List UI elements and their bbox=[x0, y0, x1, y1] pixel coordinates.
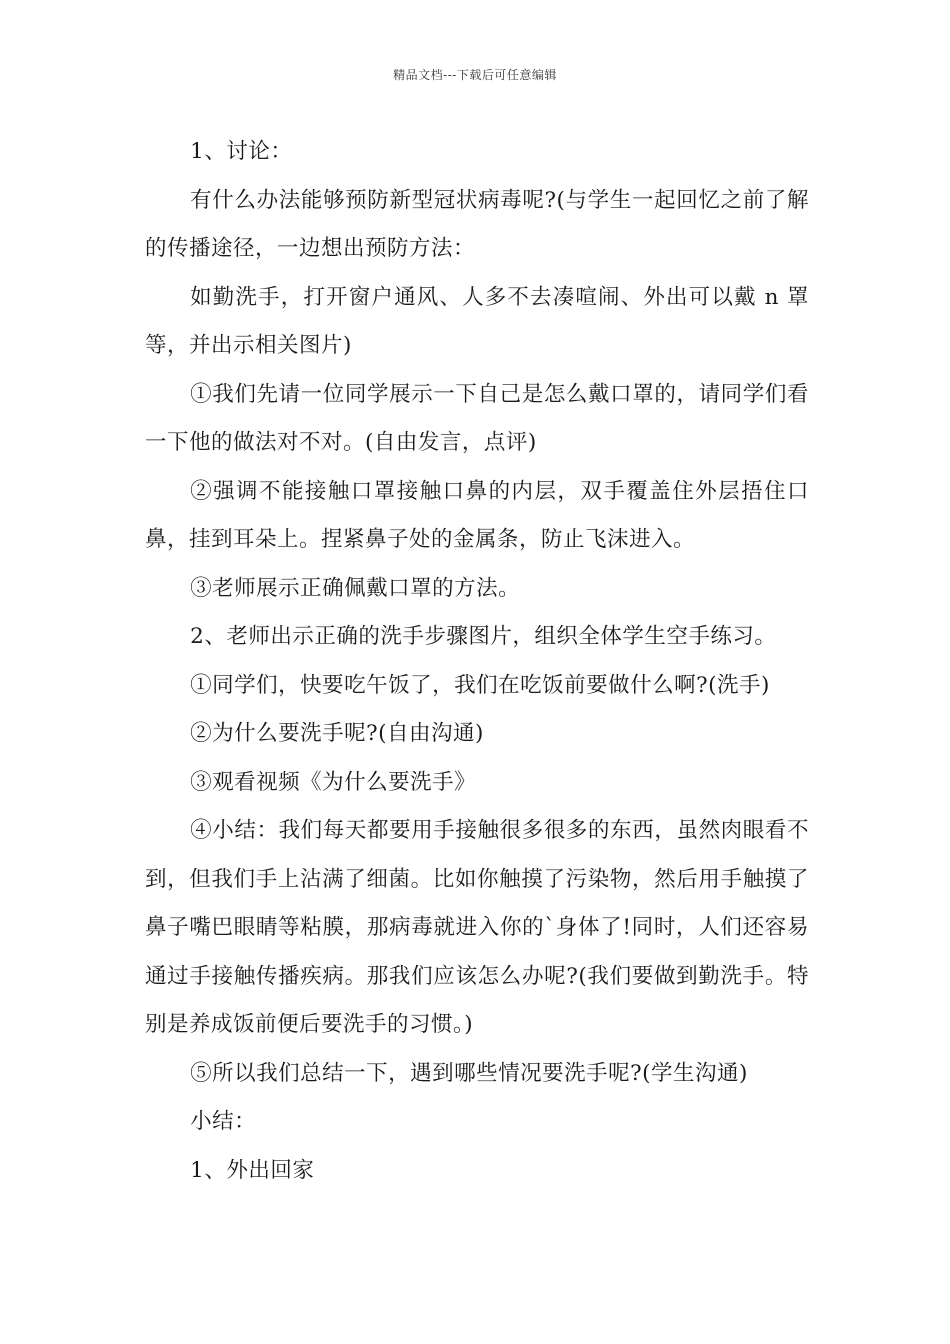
paragraph-teacher-mask: ③老师展示正确佩戴口罩的方法。 bbox=[190, 575, 521, 601]
paragraph-why-wash: ②为什么要洗手呢?(自由沟通) bbox=[190, 721, 484, 746]
paragraph-discussion-heading: 1、讨论： bbox=[190, 139, 293, 164]
paragraph-mask-demo: ①我们先请一位同学展示一下自己是怎么戴口罩的，请同学们看一下他的做法对不对。(自由发言，点评) bbox=[145, 381, 809, 455]
paragraph-prevention-question: 有什么办法能够预防新型冠状病毒呢?(与学生一起回忆之前了解的传播途径，一边想出预防方法： bbox=[145, 187, 809, 261]
page-header: 精品文档---下载后可任意编辑 bbox=[393, 68, 557, 82]
paragraph-when-to-wash: ⑤所以我们总结一下，遇到哪些情况要洗手呢?(学生沟通) bbox=[190, 1060, 748, 1086]
document-body bbox=[145, 128, 809, 1195]
paragraph-return-home: 1、外出回家 bbox=[190, 1157, 315, 1183]
paragraph-mask-emphasis: ②强调不能接触口罩接触口鼻的内层，双手覆盖住外层捂住口鼻，挂到耳朵上。捏紧鼻子处的金属条，防止飞沫进入。 bbox=[145, 478, 809, 552]
paragraph-lunch-question: ①同学们，快要吃午饭了，我们在吃饭前要做什么啊?(洗手) bbox=[190, 672, 770, 698]
paragraph-handwash-steps: 2、老师出示正确的洗手步骤图片，组织全体学生空手练习。 bbox=[190, 624, 777, 649]
paragraph-summary-heading: 小结： bbox=[190, 1109, 257, 1134]
paragraph-watch-video: ③观看视频《为什么要洗手》 bbox=[190, 769, 477, 795]
paragraph-summary-germs: ④小结：我们每天都要用手接触很多很多的东西，虽然肉眼看不到，但我们手上沾满了细菌。比如你触摸了污染物，然后用手触摸了鼻子嘴巴眼睛等粘膜，那病毒就进入你的`身体了!同时，人们还容易通过手接触传播疾病。那我们应该怎么办呢?(我们要做到勤洗手。特别是养成饭前便后要洗手的习惯。) bbox=[145, 818, 809, 1037]
paragraph-prevention-methods: 如勤洗手，打开窗户通风、人多不去凑喧闹、外出可以戴 n 罩等，并出示相关图片) bbox=[145, 284, 809, 358]
